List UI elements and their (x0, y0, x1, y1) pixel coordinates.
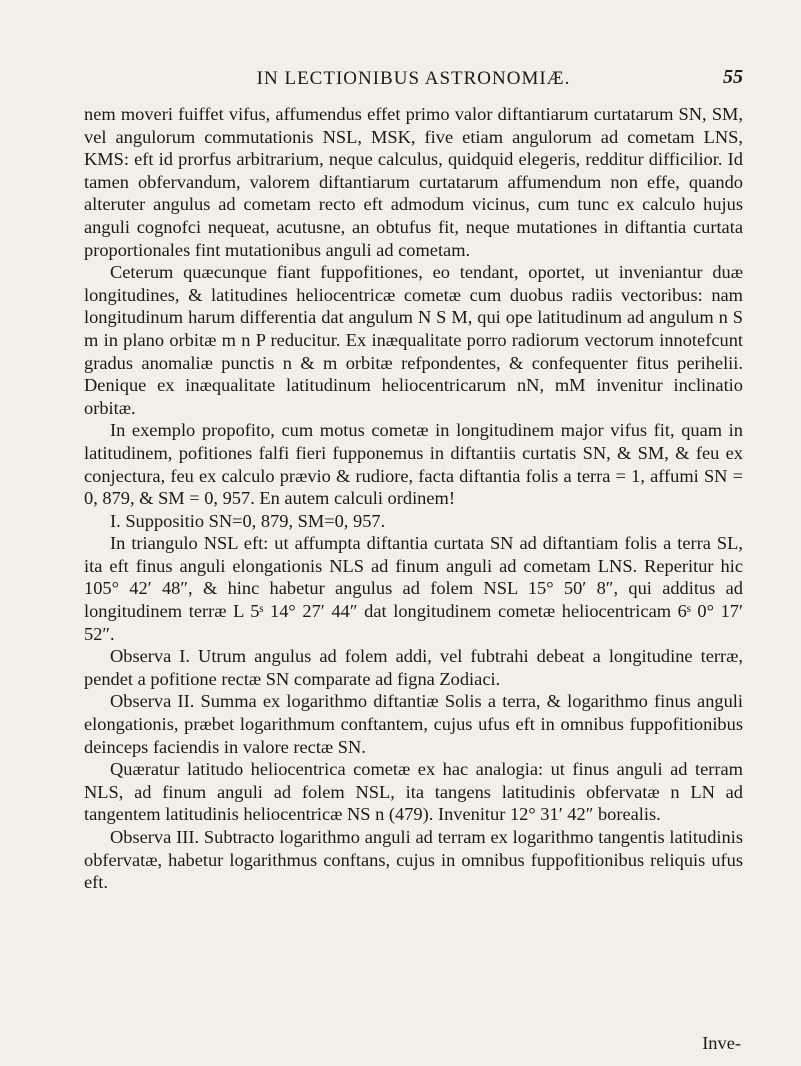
paragraph: I. Suppositio SN=0, 879, SM=0, 957. (110, 510, 386, 531)
paragraph: In triangulo NSL eft: ut affumpta diftantia curtata SN ad diftantiam folis a terra SL, ita eft finus anguli elongationis NLS ad finum anguli ad cometam LNS. Reperitur hic 105° 42′ 48″, & hinc habetur angulus ad folem NSL 15° 50′ 8″, qui additus ad longitudinem terræ L 5ˢ 14° 27′ 44″ dat longitudinem cometæ heliocentricam 6ˢ 0° 17′ 52″. (84, 533, 743, 644)
page-header (84, 60, 743, 90)
paragraph: Observa I. Utrum angulus ad folem addi, vel fubtrahi debeat a longitudine terræ, pendet a pofitione rectæ SN comparate ad figna Zodiaci. (84, 646, 743, 689)
paragraph: Ceterum quæcunque fiant fuppofitiones, eo tendant, oportet, ut inveniantur duæ longitudines, & latitudines heliocentricæ cometæ cum duobus radiis vectoribus: nam longitudinum harum differentia dat angulum N S M, qui ope latitudinum ad angulum n S m in plano orbitæ m n P reducitur. Ex inæqualitate porro radiorum vectorum innotefcunt gradus anomaliæ punctis n & m orbitæ refpondentes, & confequenter fitus perihelii. Denique ex inæqualitate latitudinum heliocentricarum nN, mM invenitur inclinatio orbitæ. (84, 262, 743, 418)
page-number: 55 (723, 66, 743, 88)
paragraph: Observa II. Summa ex logarithmo diftantiæ Solis a terra, & logarithmo finus anguli elongationis, præbet logarithmum conftantem, cujus ufus eft in omnibus fuppofitionibus deinceps faciendis in valore rectæ SN. (84, 691, 743, 757)
running-head: IN LECTIONIBUS ASTRONOMIÆ. (256, 68, 571, 89)
body-text (84, 103, 743, 894)
paragraph: Observa III. Subtracto logarithmo anguli ad terram ex logarithmo tangentis latitudinis obfervatæ, habetur logarithmus conftans, cujus in omnibus fuppofitionibus reliquis ufus eft. (84, 827, 743, 893)
paragraph: nem moveri fuiffet vifus, affumendus effet primo valor diftantiarum curtatarum SN, SM, vel angulorum commutationis NSL, MSK, five etiam angulorum ad cometam LNS, KMS: eft id prorfus arbitrarium, neque calculus, quidquid elegeris, redditur difficilior. Id tamen obfervandum, valorem diftantiarum curtatarum affumendum non effe, quando alteruter angulus ad cometam recto eft admodum vicinus, cum tunc ex calculo hujus anguli cognofci nequeat, acutusne, an obtufus fit, neque mutationes in diftantia curtata proportionales fint mutationibus anguli ad cometam. (84, 104, 743, 260)
catchword: Inve- (702, 1033, 741, 1053)
paragraph: In exemplo propofito, cum motus cometæ in longitudinem major vifus fit, quam in latitudinem, pofitiones falfi fieri fupponemus in diftantiis curtatis SN, & SM, & feu ex conjectura, feu ex calculo prævio & rudiore, facta diftantia folis a terra = 1, affumi SN = 0, 879, & SM = 0, 957. En autem calculi ordinem! (84, 420, 743, 509)
paragraph: Quæratur latitudo heliocentrica cometæ ex hac analogia: ut finus anguli ad terram NLS, ad finum anguli ad folem NSL, ita tangens latitudinis obfervatæ n LN ad tangentem latitudinis heliocentricæ NS n (479). Invenitur 12° 31′ 42″ borealis. (84, 759, 743, 825)
